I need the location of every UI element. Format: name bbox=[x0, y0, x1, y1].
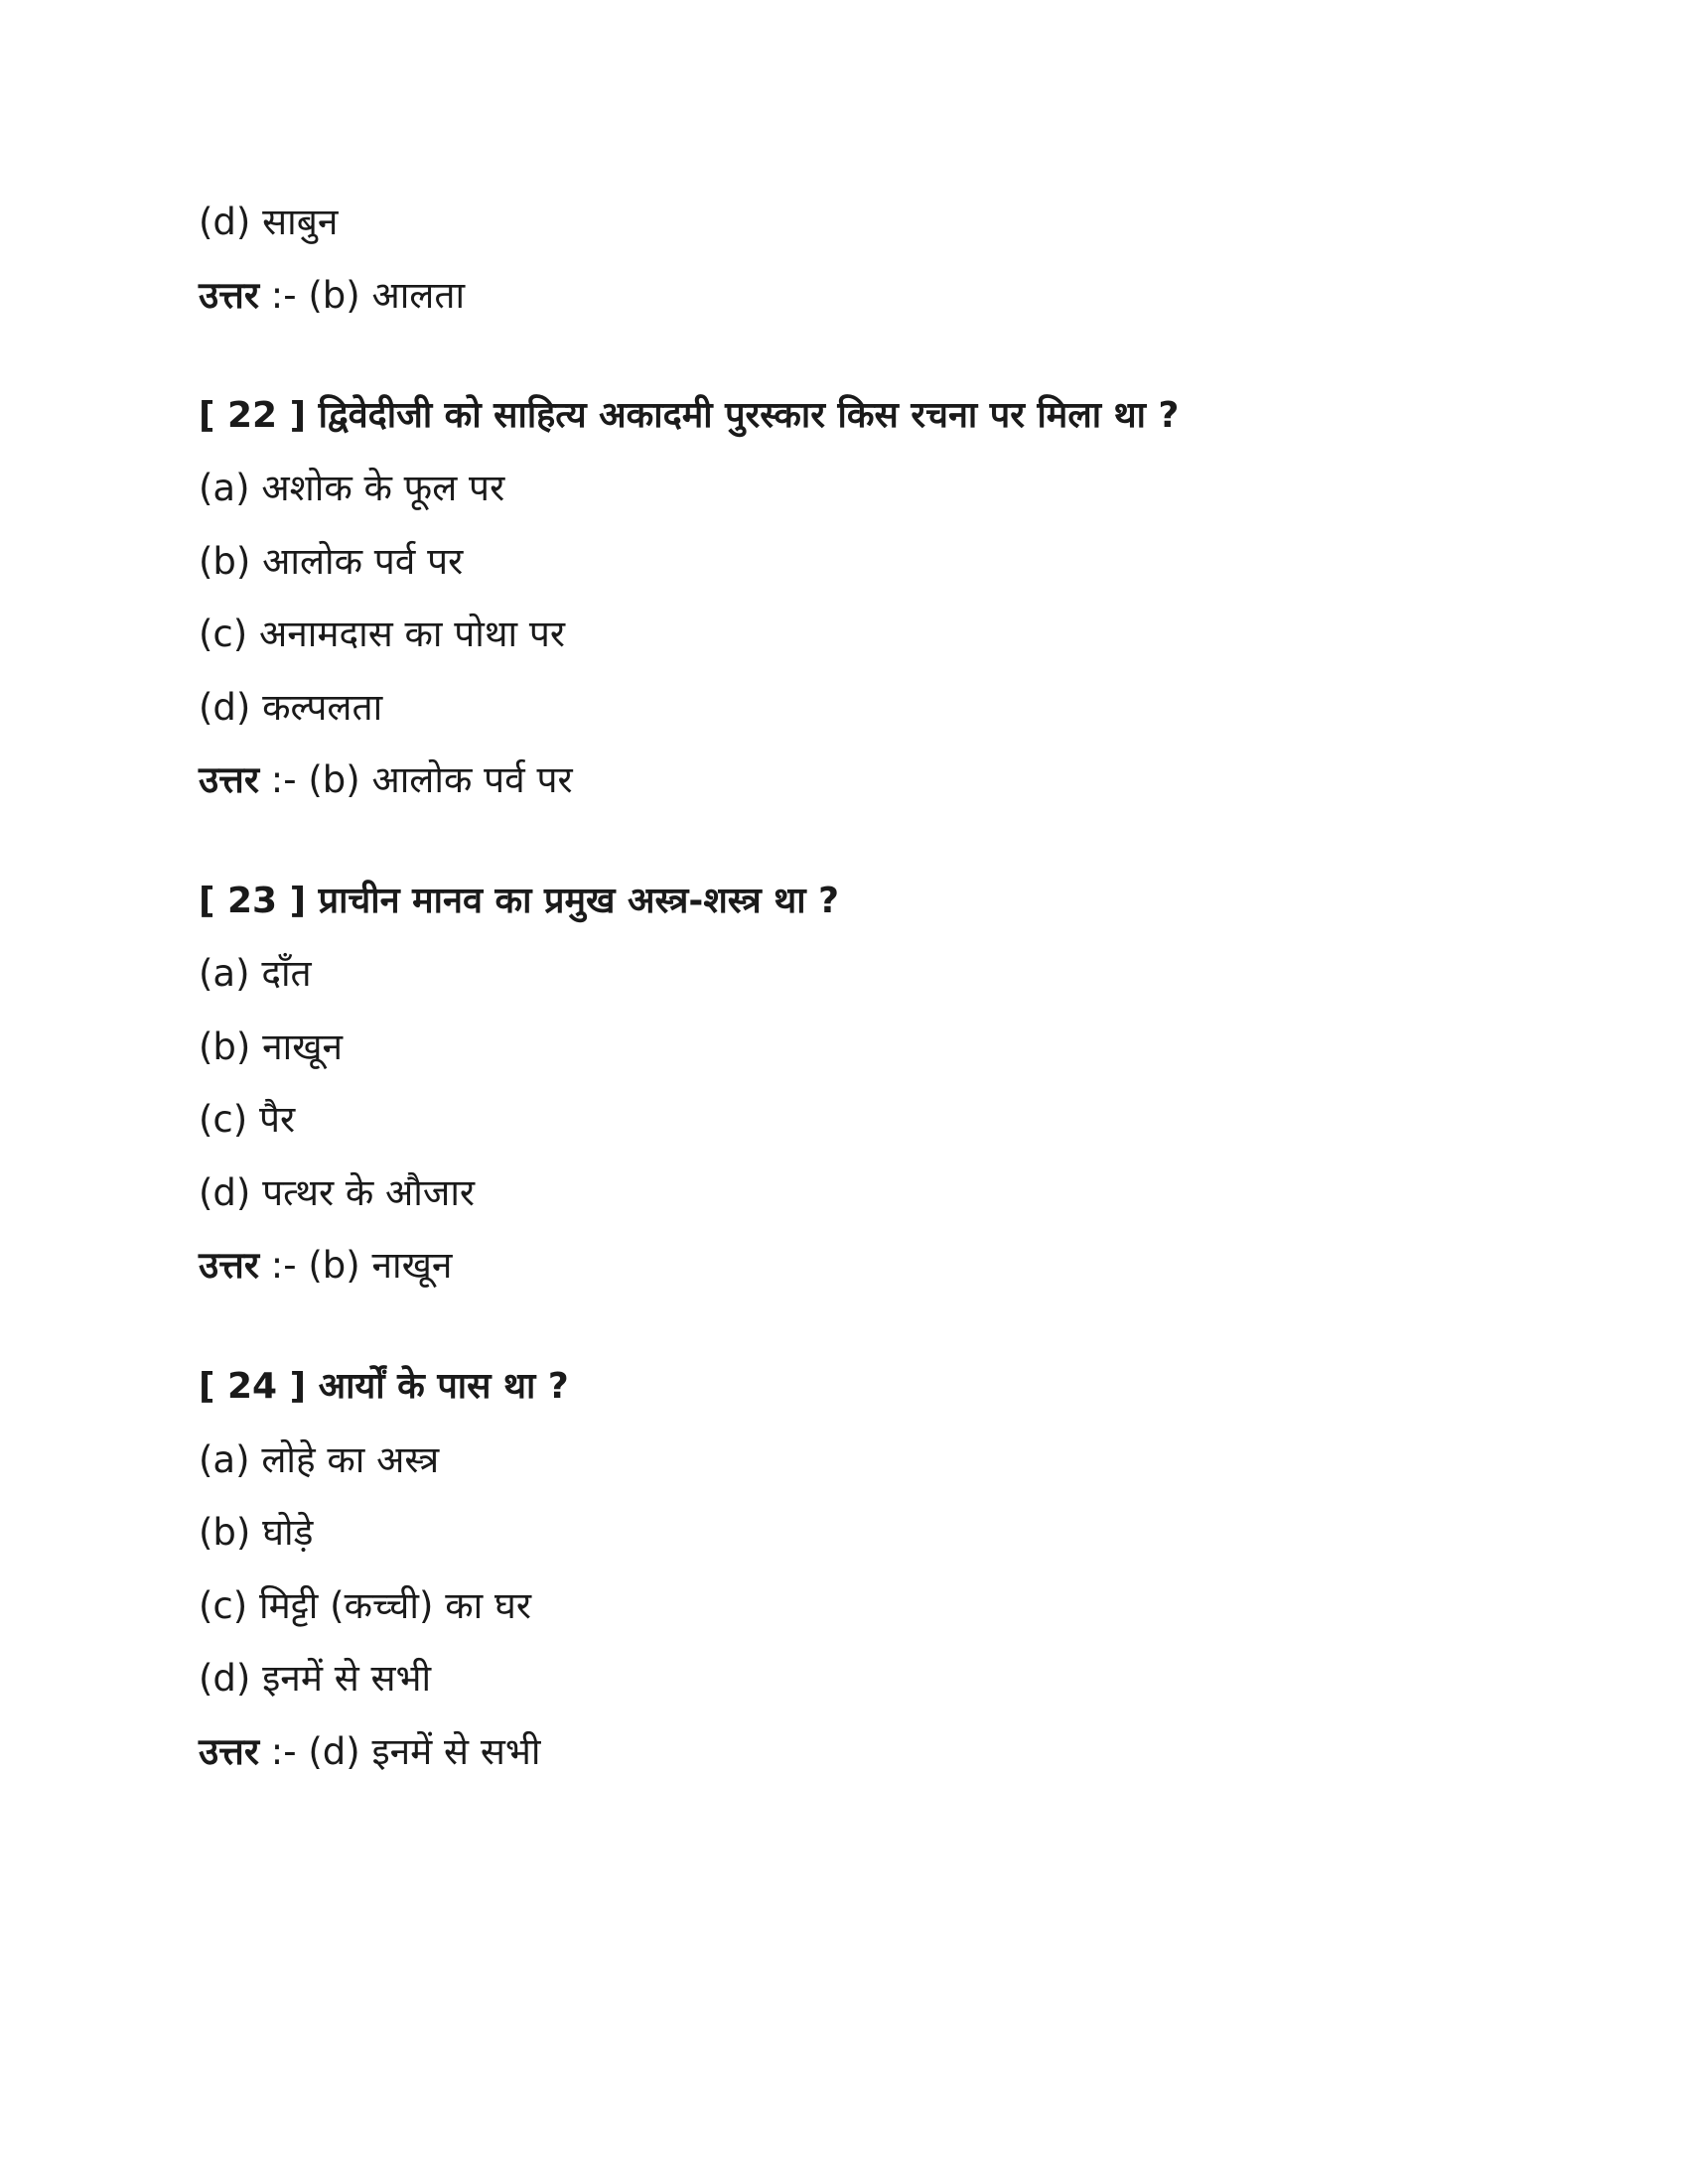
question-22 bbox=[199, 390, 1179, 442]
answer-value: (b) आलोक पर्व पर bbox=[308, 758, 573, 801]
option-marker: (a) bbox=[199, 467, 250, 509]
answer-value: (d) इनमें से सभी bbox=[308, 1730, 541, 1773]
option-text: घोड़े bbox=[262, 1511, 314, 1554]
answer-separator: :- bbox=[270, 1730, 297, 1773]
question-mark: ? bbox=[1158, 395, 1180, 436]
option-text: आलोक पर्व पर bbox=[262, 540, 464, 583]
answer-label: उत्तर bbox=[199, 1730, 259, 1773]
question-mark: ? bbox=[818, 881, 839, 921]
option-text: पत्थर के औजार bbox=[262, 1171, 476, 1214]
option-text: पैर bbox=[258, 1098, 296, 1141]
option-c bbox=[199, 1580, 531, 1632]
option-marker: (c) bbox=[199, 613, 248, 655]
option-a bbox=[199, 463, 504, 514]
option-marker: (b) bbox=[199, 540, 251, 583]
option-text: अशोक के फूल पर bbox=[261, 467, 505, 509]
option-marker: (c) bbox=[199, 1584, 248, 1627]
option-a bbox=[199, 948, 312, 1000]
option-d bbox=[199, 1167, 475, 1219]
answer-value: (b) आलता bbox=[308, 274, 466, 317]
option-text: इनमें से सभी bbox=[262, 1657, 432, 1700]
answer-separator: :- bbox=[270, 274, 297, 317]
answer-line bbox=[199, 270, 465, 322]
option-marker: (d) bbox=[199, 1171, 251, 1214]
option-b bbox=[199, 536, 463, 588]
option-c bbox=[199, 609, 565, 660]
answer-value: (b) नाखून bbox=[308, 1244, 453, 1287]
answer-label: उत्तर bbox=[199, 274, 259, 317]
option-marker: (d) bbox=[199, 201, 251, 243]
answer-line bbox=[199, 1240, 452, 1292]
option-marker: (d) bbox=[199, 686, 251, 729]
option-marker: (a) bbox=[199, 952, 250, 995]
question-text: द्विवेदीजी को साहित्य अकादमी पुरस्कार किस रचना पर मिला था bbox=[318, 395, 1146, 436]
question-23 bbox=[199, 876, 839, 927]
option-d bbox=[199, 1653, 431, 1705]
option-b bbox=[199, 1022, 343, 1073]
answer-label: उत्तर bbox=[199, 1244, 259, 1287]
option-marker: (c) bbox=[199, 1098, 248, 1141]
option-text: लोहे का अस्त्र bbox=[261, 1438, 440, 1481]
option-text: साबुन bbox=[262, 201, 339, 243]
option-d bbox=[199, 682, 382, 734]
question-text: आर्यों के पास था bbox=[318, 1366, 536, 1407]
option-text: मिट्टी (कच्ची) का घर bbox=[258, 1584, 531, 1627]
question-number: [ 24 ] bbox=[199, 1366, 307, 1407]
question-mark: ? bbox=[547, 1366, 569, 1407]
option-text: अनामदास का पोथा पर bbox=[258, 613, 565, 655]
answer-line bbox=[199, 754, 573, 806]
option-marker: (b) bbox=[199, 1025, 251, 1068]
option-a bbox=[199, 1434, 439, 1486]
option-marker: (d) bbox=[199, 1657, 251, 1700]
answer-label: उत्तर bbox=[199, 758, 259, 801]
answer-separator: :- bbox=[270, 1244, 297, 1287]
option-b bbox=[199, 1507, 313, 1559]
question-number: [ 23 ] bbox=[199, 881, 307, 921]
option-marker: (b) bbox=[199, 1511, 251, 1554]
option-c bbox=[199, 1094, 295, 1146]
option-marker: (a) bbox=[199, 1438, 250, 1481]
answer-line bbox=[199, 1726, 540, 1778]
answer-separator: :- bbox=[270, 758, 297, 801]
question-text: प्राचीन मानव का प्रमुख अस्त्र-शस्त्र था bbox=[318, 881, 806, 921]
option-text: दाँत bbox=[261, 952, 312, 995]
option-d bbox=[199, 197, 338, 248]
option-text: नाखून bbox=[262, 1025, 344, 1068]
question-number: [ 22 ] bbox=[199, 395, 307, 436]
question-24 bbox=[199, 1361, 569, 1413]
option-text: कल्पलता bbox=[262, 686, 383, 729]
